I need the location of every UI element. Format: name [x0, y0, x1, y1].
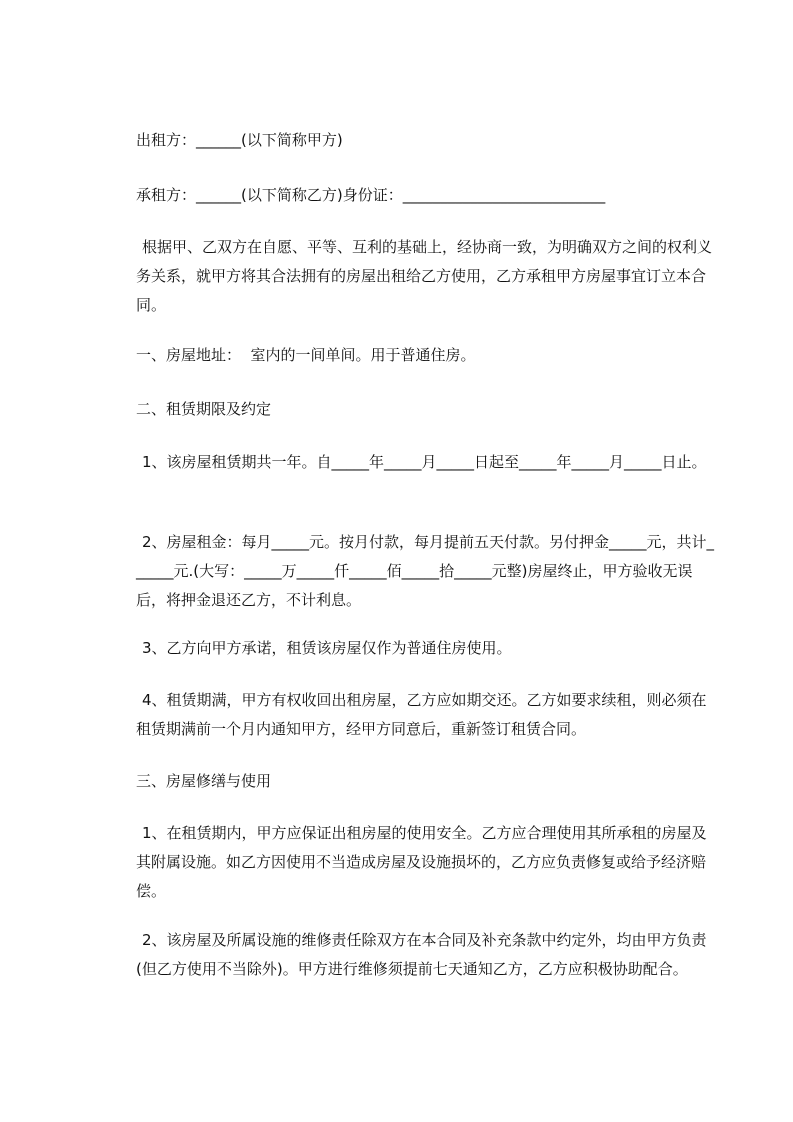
- clause-2-1: 1、该房屋租赁期共一年。自_____年_____月_____日起至_____年_____月_____日止。: [142, 453, 707, 471]
- clause-3-1: 1、在租赁期内，甲方应保证出租房屋的使用安全。乙方应合理使用其所承租的房屋及其附属设施。如乙方因使用不当造成房屋及设施损坏的，乙方应负责修复或给予经济赔偿。: [136, 824, 707, 900]
- clause-2-4: 4、租赁期满，甲方有权收回出租房屋，乙方应如期交还。乙方如要求续租，则必须在租赁期满前一个月内通知甲方，经甲方同意后，重新签订租赁合同。: [136, 691, 707, 738]
- clause-2-2: 2、房屋租金：每月_____元。按月付款，每月提前五天付款。另付押金_____元，共计______元.(大写：_____万_____仟_____佰_____拾_____元整)房屋终止，甲方验收无误后，将押金退还乙方，不计利息。: [136, 533, 715, 609]
- section-3-title: 三、房屋修缮与使用: [136, 772, 272, 790]
- clause-3-2: 2、该房屋及所属设施的维修责任除双方在本合同及补充条款中约定外，均由甲方负责(但乙方使用不当除外)。甲方进行维修须提前七天通知乙方，乙方应积极协助配合。: [136, 931, 707, 978]
- section-1-address: 一、房屋地址： 室内的一间单间。用于普通住房。: [136, 346, 476, 364]
- lessee-line: 承租方：______(以下简称乙方)身份证：___________________________: [136, 186, 606, 204]
- section-2-title: 二、租赁期限及约定: [136, 400, 272, 418]
- intro-paragraph: 根据甲、乙双方在自愿、平等、互利的基础上，经协商一致，为明确双方之间的权利义务关系，就甲方将其合法拥有的房屋出租给乙方使用，乙方承租甲方房屋事宜订立本合同。: [136, 238, 713, 314]
- lessor-line: 出租方：______(以下简称甲方): [136, 131, 343, 149]
- clause-2-3: 3、乙方向甲方承诺，租赁该房屋仅作为普通住房使用。: [142, 639, 512, 657]
